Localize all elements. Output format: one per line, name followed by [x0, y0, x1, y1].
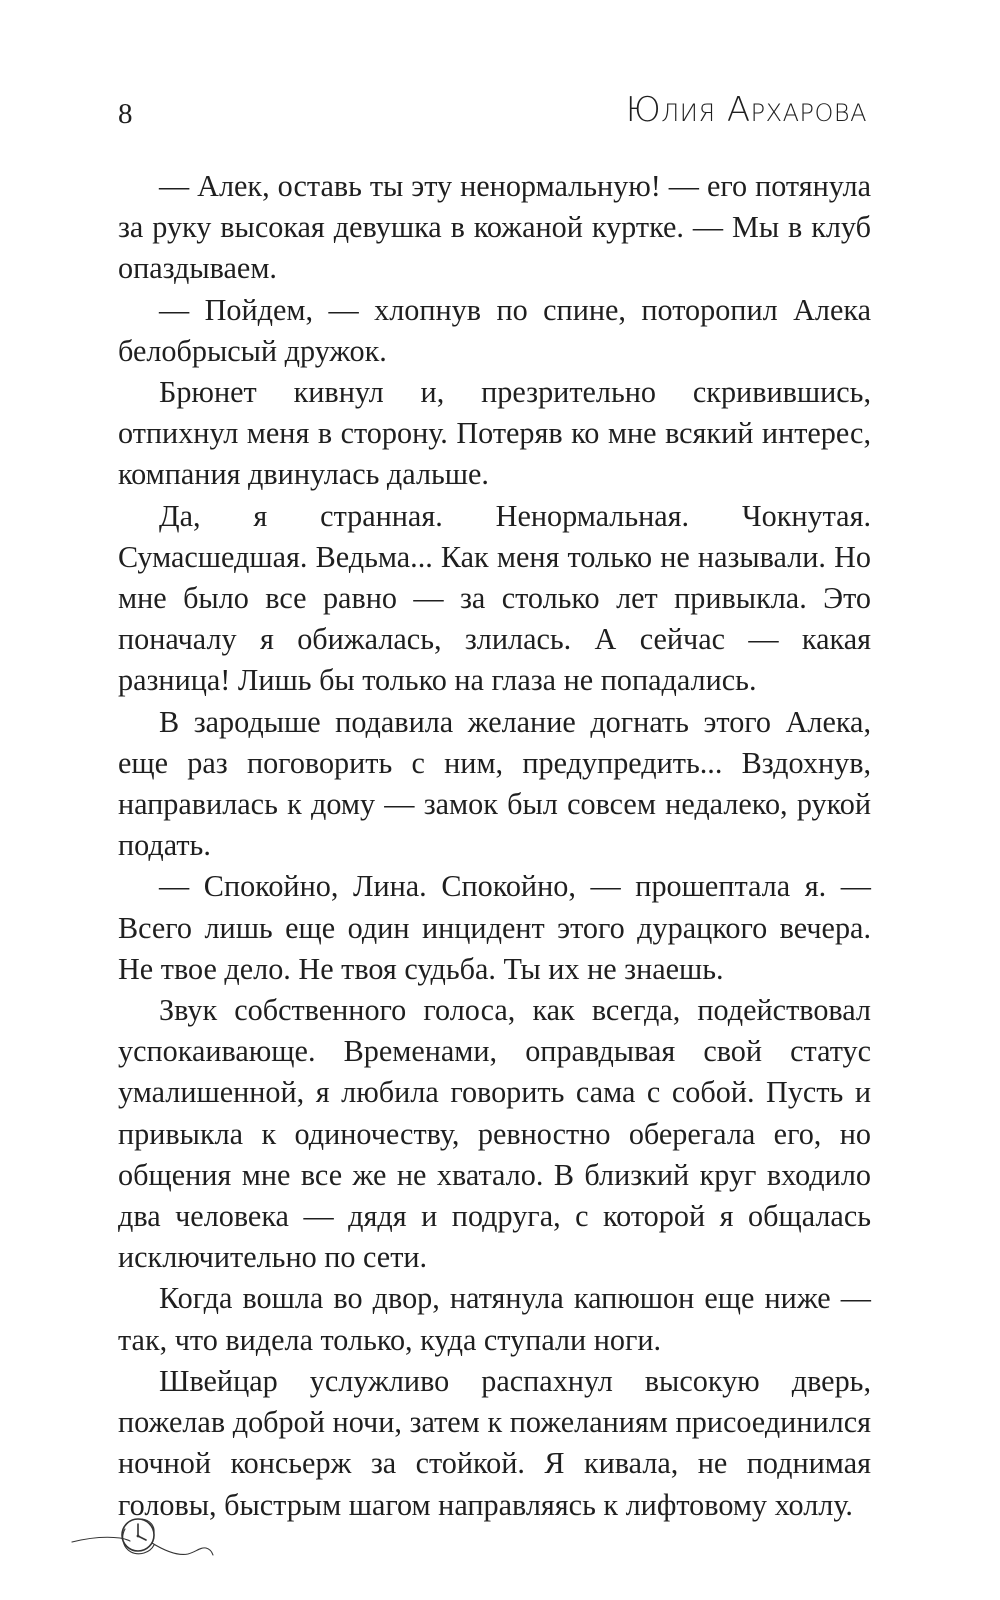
- paragraph: Да, я странная. Ненормальная. Чокнутая. Сумасшедшая. Ведьма... Как меня только не называли. Но мне было все равно — за столько лет привыкла. Это поначалу я обижалась, злилась. А сейчас — какая разница! Лишь бы только на глаза не попадались.: [118, 498, 871, 698]
- paragraph: Брюнет кивнул и, презрительно скривившись, отпихнул меня в сторону. Потеряв ко мне всякий интерес, компания двинулась дальше.: [118, 375, 871, 492]
- paragraph: В зародыше подавила желание догнать этого Алека, еще раз поговорить с ним, предупредить... Вздохнув, направилась к дому — замок был совсем недалеко, рукой подать.: [118, 704, 871, 863]
- paragraph: — Спокойно, Лина. Спокойно, — прошептала я. — Всего лишь еще один инцидент этого дурацкого вечера. Не твое дело. Не твоя судьба. Ты их не знаешь.: [118, 869, 871, 986]
- paragraph: Когда вошла во двор, натянула капюшон еще ниже — так, что видела только, куда ступали ноги.: [118, 1281, 871, 1357]
- paragraph: Звук собственного голоса, как всегда, подействовал успокаивающе. Временами, оправдывая свой статус умалишенной, я любила говорить сама с собой. Пусть и привыкла к одиночеству, ревностно оберегала его, но общения мне все же не хватало. В близкий круг входило два человека — дядя и подруга, с которой я общалась исключительно по сети.: [118, 993, 871, 1275]
- running-head-author: Юлия Архарова: [625, 90, 867, 130]
- paragraph: Швейцар услужливо распахнул высокую дверь, пожелав доброй ночи, затем к пожеланиям присоединился ночной консьерж за стойкой. Я кивала, не поднимая головы, быстрым шагом направляясь к лифтовому холлу.: [118, 1363, 871, 1522]
- clock-swirl-icon: [70, 1505, 215, 1565]
- body-text: [118, 166, 871, 1526]
- paragraph: — Пойдем, — хлопнув по спине, поторопил Алека белобрысый дружок.: [118, 292, 871, 368]
- paragraph: — Алек, оставь ты эту ненормальную! — его потянула за руку высокая девушка в кожаной куртке. — Мы в клуб опаздываем.: [118, 169, 871, 286]
- page-number: 8: [118, 98, 133, 130]
